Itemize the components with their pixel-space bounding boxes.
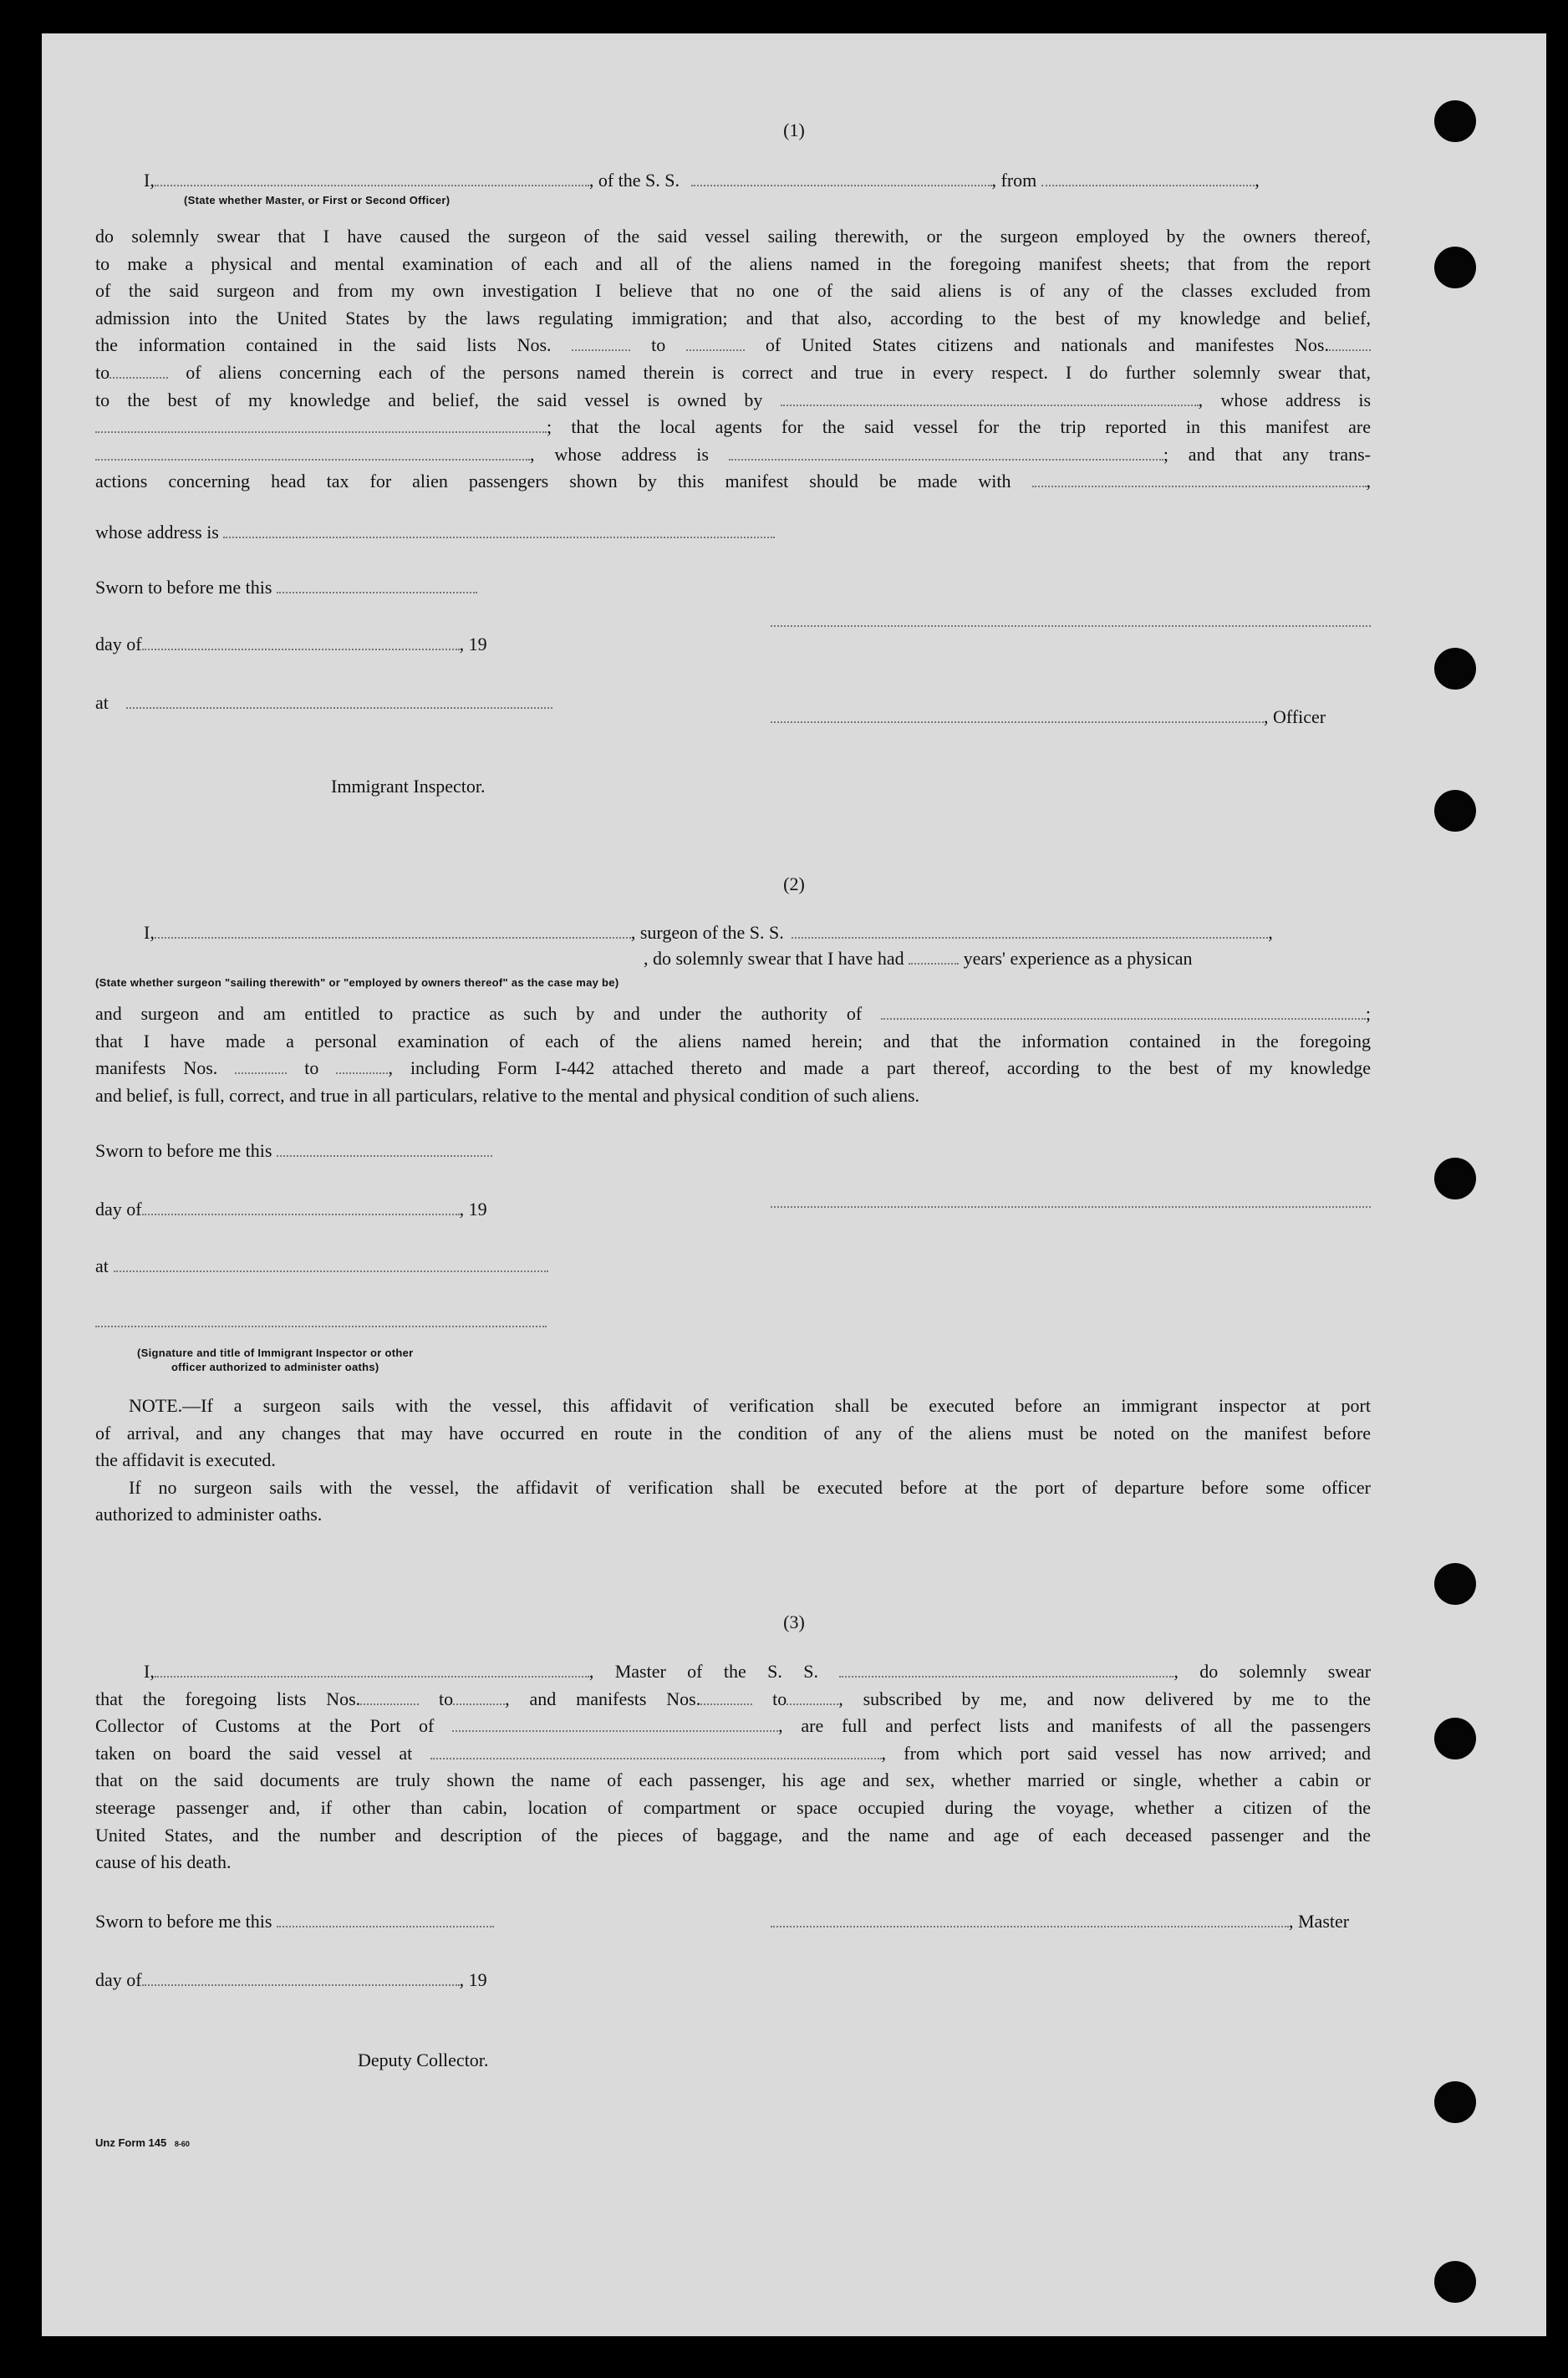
section-1-whose-address: whose address is	[95, 522, 775, 543]
section-2-sig-caption: (Signature and title of Immigrant Inspector or other officer authorized to administer oaths)	[137, 1347, 414, 1373]
section-2-day-of: day of , 19	[95, 1199, 487, 1220]
punch-hole	[1434, 648, 1476, 690]
form-number: Unz Form 145 8-60	[95, 2136, 190, 2149]
punch-hole	[1434, 1718, 1476, 1759]
section-1-sworn: Sworn to before me this	[95, 577, 477, 598]
manifest-affidavit-page	[42, 33, 1546, 2336]
section-2-heading: (2)	[783, 873, 805, 894]
section-1-signature-line	[771, 610, 1371, 632]
section-3-master: , Master	[771, 1911, 1349, 1932]
punch-hole	[1434, 247, 1476, 288]
section-2-inspector-signature	[95, 1311, 547, 1332]
section-1-at: at	[95, 692, 552, 714]
note-block: NOTE.—If a surgeon sails with the vessel, this affidavit of verification shall be executed before an immigrant inspector at port of arrival, and any changes that may have occurred en route in the condition of any of the aliens must be noted on the manifest before the affidavit is executed. If no surgeon sails with the vessel, the affidavit of verification shall be executed before at the port of departure before some officer authorized to administer oaths.	[95, 1395, 1371, 1525]
section-2-line-1: I, , surgeon of the S. S. ,	[144, 922, 1273, 943]
section-3-heading: (3)	[783, 1612, 805, 1632]
section-3-signer: Deputy Collector.	[358, 2050, 489, 2070]
section-1-day-of: day of , 19	[95, 634, 487, 654]
punch-hole	[1434, 2261, 1476, 2303]
section-2-sworn: Sworn to before me this	[95, 1140, 492, 1162]
section-2-signature-line	[771, 1191, 1371, 1213]
section-3-body: I, , Master of the S. S. , do solemnly swear that the foregoing lists Nos. to , and manifests Nos. to , subscribed by me, and now delivered by me to the Collector of Customs at the Port of , are full and perfect lists and manifests of all the passengers taken on board the said vessel at , from which port said vessel has now arrived; and that on the said documents are truly shown the name of each passenger, his age and sex, whether married or single, whether a cabin or steerage passenger and, if other than cabin, location of compartment or space occupied during the voyage, whether a citizen of the United States, and the number and description of the pieces of baggage, and the name and age of each deceased passenger and the cause of his death.	[95, 1661, 1372, 1873]
punch-hole	[1434, 1563, 1476, 1605]
section-2-at: at	[95, 1255, 548, 1277]
punch-hole	[1434, 2081, 1476, 2123]
section-2-line-2: , do solemnly swear that I have had years' experience as a physican	[644, 948, 1193, 969]
section-2-body: and surgeon and am entitled to practice as such by and under the authority of ; that I have made a personal examination of each of the aliens named herein; and that the information contained in the foregoing manifests Nos. to , including Form I-442 attached thereto and made a part thereof, according to the best of my knowledge and belief, is full, correct, and true in all particulars, relative to the mental and physical condition of such aliens.	[95, 1003, 1372, 1106]
section-3-day-of: day of , 19	[95, 1969, 487, 1990]
section-1-heading: (1)	[783, 120, 805, 140]
punch-hole	[1434, 790, 1476, 832]
section-1-caption: (State whether Master, or First or Second Officer)	[184, 194, 451, 206]
section-1-signer: Immigrant Inspector.	[331, 776, 486, 797]
section-1-officer: , Officer	[771, 706, 1326, 728]
punch-hole	[1434, 1158, 1476, 1199]
section-3-sworn: Sworn to before me this	[95, 1911, 494, 1932]
section-2-caption: (State whether surgeon "sailing therewith" or "employed by owners thereof" as the case may be)	[95, 976, 619, 989]
section-1-body: do solemnly swear that I have caused the surgeon of the said vessel sailing therewith, or the surgeon employed by the owners thereof, to make a physical and mental examination of each and all of the aliens named in the foregoing manifest sheets; that from the report of the said surgeon and from my own investigation I believe that no one of the said aliens is of any of the classes excluded from admission into the United States by the laws regulating immigration; and that also, according to the best of my knowledge and belief, the information contained in the said lists Nos. to of United States citizens and nationals and manifestes Nos. to of aliens concerning each of the persons named therein is correct and true in every respect. I do further solemnly swear that, to the best of my knowledge and belief, the said vessel is owned by , whose address is ; that the local agents for the said vessel for the trip reported in this manifest are , whose address is ; and that any trans- actions concerning head tax for alien passengers shown by this manifest should be made with ,	[95, 226, 1372, 492]
section-1-line-1: I, , of the S. S. , from ,	[144, 170, 1260, 191]
